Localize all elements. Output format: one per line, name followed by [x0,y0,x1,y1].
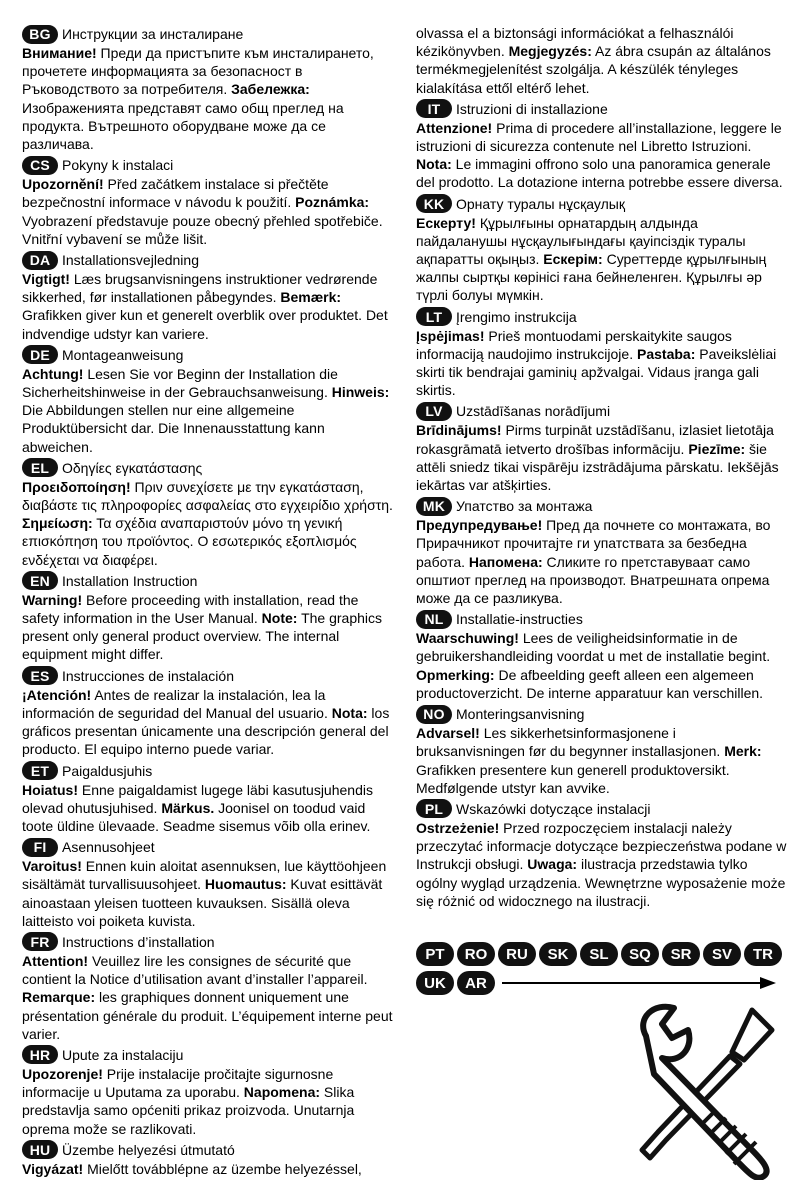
body-text: Mielőtt továbblépne az üzembe helyezéssel, [83,1160,362,1177]
body-text: olvassa el a biztonsági információkat a felhasználói kézikönyvben. [416,25,734,60]
section-kk [416,194,788,305]
label-bold: Ескерім: [543,251,603,268]
section-text [416,24,788,97]
section-heading [416,609,788,629]
label-bold: Megjegyzés: [508,43,592,60]
label-bold: Vigtigt! [22,271,70,288]
section-hr [22,1045,394,1138]
label-bold: Remarque: [22,989,96,1006]
body-text: Antes de realizar la instalación, lea la información de seguridad del Manual del usuario. [22,686,332,721]
section-title: Upute za instalaciju [62,1046,184,1063]
right-column [416,24,788,912]
body-text: Преди да пристъпите към инсталирането, прочетете информацията за безопасност в Ръководството за потребителя. [22,45,374,98]
section-title: Uzstādīšanas norādījumi [456,403,611,420]
body-text: šie attēli sniedz tikai vispārēju izstrādājuma pārskatu. Iekšējās iekārtas var atšķirties. [416,440,779,494]
body-text: ilustracja przedstawia tylko ogólny wygląd urządzenia. Wewnętrzne wyposażenie może się różnić od widocznego na ilustracji. [416,856,786,909]
language-badge: RO [457,942,495,966]
body-text: Prieš montuodami perskaitykite saugos informaciją naudojimo instrukcijoje. [416,327,732,362]
section-heading [416,401,788,421]
label-bold: Bemærk: [280,289,342,306]
body-text: Суреттерде құрылғының жалпы сыртқы көрінісі ғана бейнеленген. Құрылғы әр түрлі болуы мүмкін. [416,251,767,304]
body-text: Ennen kuin aloitat asennuksen, lue käyttöohjeen sisältämät turvallisuusohjeet. [22,858,387,893]
section-heading [22,345,394,365]
body-text: Изображенията представят само общ преглед на продукта. Вътрешното оборудване може да се различава. [22,99,344,153]
label-bold: Внимание! [22,45,97,61]
language-badge: SL [580,942,618,966]
body-text: Przed rozpoczęciem instalacji należy przeczytać informacje dotyczące bezpieczeństwa podane w Instrukcji obsługi. [416,819,787,873]
label-bold: Pastaba: [637,345,696,362]
section-text [22,952,394,1043]
language-badge: IT [416,99,452,118]
body-text: Prima di procedere all’installazione, leggere le istruzioni di sicurezza contenute nel Libretto Istruzioni. [416,119,782,155]
body-text: Lesen Sie vor Beginn der Installation die Sicherheitshinweise in der Gebrauchsanweisung. [22,365,338,401]
section-title: Installation Instruction [62,572,198,589]
wrench-screwdriver-icon [632,1000,792,1180]
label-bold: Poznámka: [295,194,370,211]
language-badge: MK [416,497,452,516]
section-title: Wskazówki dotyczące instalacji [456,800,651,817]
section-heading [416,99,788,119]
section-text [22,1160,394,1178]
section-hu [22,1140,394,1178]
label-bold: Ескерту! [416,214,476,231]
label-bold: Upozornění! [22,176,104,193]
label-bold: Merk: [724,743,762,760]
language-badge: PT [416,942,454,966]
section-text [22,365,394,456]
section-title: Instrucciones de instalación [62,667,234,684]
section-text [22,44,394,153]
language-badge: NO [416,705,452,724]
language-badge: DA [22,251,58,270]
section-it [416,99,788,192]
label-bold: Märkus. [161,799,215,816]
label-bold: Varoitus! [22,858,82,875]
body-text: Le immagini offrono solo una panoramica generale del prodotto. La dotazione interna potrebbe essere diversa. [416,156,783,191]
section-text [22,175,394,248]
section-text [416,119,788,192]
body-text: Veuillez lire les consignes de sécurité que contient la Notice d’utilisation avant d’installer l’appareil. [22,952,368,988]
language-badge: BG [22,25,58,44]
section-heading [22,458,394,478]
section-text [22,857,394,930]
label-bold: Attention! [22,952,89,969]
section-text [416,214,788,305]
language-badge: FI [22,838,58,857]
label-bold: Nota: [416,156,452,173]
body-text: De afbeelding geeft alleen een algemeen productoverzicht. De interne apparatuur kan verschillen. [416,666,764,701]
section-heading [22,155,394,175]
language-badge: ET [22,761,58,780]
language-badge: TR [744,942,782,966]
section-title: Орнату туралы нұсқаулық [456,195,625,212]
section-lt [416,307,788,400]
body-text: Paveikslėliai skirti tik bendrajai gaminių apžvalgai. Vidaus įranga gali skirtis. [416,345,777,399]
label-bold: Advarsel! [416,725,480,742]
section-de [22,345,394,456]
language-badge: SQ [621,942,659,966]
label-bold: Предупредување! [416,517,543,534]
section-heading [416,307,788,327]
section-title: Paigaldusjuhis [62,762,153,779]
body-text: The graphics present only general product overview. The internal equipment might differ. [22,610,383,663]
language-badge: CS [22,156,58,175]
section-title: Οδηγίες εγκατάστασης [62,459,203,476]
section-da [22,250,394,343]
label-bold: Įspėjimas! [416,327,485,344]
label-bold: Напомена: [468,553,543,570]
section-text [416,421,788,494]
section-fr [22,932,394,1043]
label-bold: Opmerking: [416,666,495,683]
section-title: Упатство за монтажа [456,498,593,515]
label-bold: Upozorenje! [22,1065,103,1082]
language-badge: KK [416,194,452,213]
section-text [416,819,788,910]
body-text: Az ábra csupán az általános termékmegjelenítést szolgálja. A készülék tényleges kialakítása ettől eltérő lehet. [416,43,771,96]
body-text: Πριν συνεχίσετε με την εγκατάσταση, διαβάστε τις πληροφορίες ασφαλείας στο εγχειρίδιο χρήστη. [22,478,393,514]
section-title: Istruzioni di installazione [456,100,608,117]
section-bg [22,24,394,153]
body-text: los gráficos presentan únicamente una descripción general del producto. El equipo interno puede variar. [22,704,390,758]
body-text: Grafikken presentere kun generell produktoversikt. Medfølgende utstyr kan avvike. [416,761,730,796]
language-badge: LV [416,402,452,421]
arrow-right-icon [498,975,778,991]
section-text [22,1065,394,1138]
section-title: Pokyny k instalaci [62,157,174,174]
language-badge: SV [703,942,741,966]
body-text: Kuvat esittävät ainoastaan yleisen tuotteen kuvauksen. Sisällä oleva laitteisto voi poiketa kuvista. [22,876,383,929]
section-text [22,270,394,343]
section-heading [22,1045,394,1065]
body-text: Before proceeding with installation, read the safety information in the User Manual. [22,591,359,627]
body-text: Slika predstavlja samo općeniti prikaz proizvoda. Unutarnja oprema može se razlikovati. [22,1084,355,1137]
label-bold: Hoiatus! [22,781,78,798]
section-heading [22,250,394,270]
section-heading [416,799,788,819]
section-title: Montageanweisung [62,346,184,363]
body-text: les graphiques donnent uniquement une présentation générale du produit. L’équipement interne peut varier. [22,989,393,1042]
section-heading [416,704,788,724]
section-text [22,591,394,664]
body-text: Lees de veiligheidsinformatie in de gebruikershandleiding voordat u met de installatie begint. [416,630,771,665]
label-bold: Забележка: [231,81,310,98]
section-heading [22,837,394,857]
language-badge: SK [539,942,577,966]
label-bold: Huomautus: [204,876,287,893]
section-heading [22,761,394,781]
section-heading [22,1140,394,1160]
section-text [22,781,394,836]
section-heading [22,571,394,591]
section-heading [22,24,394,44]
label-bold: Σημείωση: [22,515,93,532]
body-text: Enne paigaldamist lugege läbi kasutusjuhendis olevad ohutusjuhised. [22,781,373,816]
language-badge: FR [22,932,58,951]
body-text: Vyobrazení představuje pouze obecný přehled spotřebiče. Vnitřní vybavení se může lišit. [22,212,383,247]
body-text: Před začátkem instalace si přečtěte bezpečnostní informace v návodu k použití. [22,176,329,211]
language-badge: LT [416,307,452,326]
body-text: Læs brugsanvisningens instruktioner vedrørende sikkerhed, før installationen påbegyndes. [22,271,378,306]
label-bold: Vigyázat! [22,1160,84,1177]
label-bold: Achtung! [22,365,84,382]
label-bold: Hinweis: [331,384,390,401]
section-continued [416,24,788,97]
section-title: Üzembe helyezési útmutató [62,1141,235,1158]
language-badge: PL [416,799,452,818]
body-text: Les sikkerhetsinformasjonene i bruksanvisningen før du begynner installasjonen. [416,725,725,760]
body-text: Prije instalacije pročitajte sigurnosne informacije u Uputama za uporabu. [22,1065,334,1101]
section-pl [416,799,788,910]
label-bold: Napomena: [243,1084,321,1101]
body-text: Grafikken giver kun et generelt overblik over produktet. Det indvendige udstyr kan variere. [22,307,388,342]
label-bold: Προειδοποίηση! [22,478,131,495]
label-bold: Brīdinājums! [416,422,502,439]
body-text: Pirms turpināt uzstādīšanu, izlasiet lietotāja rokasgrāmatā ietverto drošības informāciju. [416,422,774,457]
section-es [22,666,394,759]
language-badge: AR [457,971,495,995]
language-badge: ES [22,666,58,685]
body-text: Τα σχέδια αναπαριστούν μόνο τη γενική επισκόπηση του προϊόντος. Ο εσωτερικός εξοπλισμός ενδέχεται να διαφέρει. [22,515,357,568]
section-no [416,704,788,797]
label-bold: Nota: [331,704,368,721]
language-badge: HR [22,1045,58,1064]
other-languages-row-2 [416,971,778,995]
section-title: Įrengimo instrukcija [456,308,577,325]
section-text [22,686,394,759]
label-bold: Uwaga: [527,856,578,873]
body-text: Пред да почнете со монтажата, во Прирачникот прочитајте ги упатствата за безбедна работа. [416,517,771,570]
section-heading [416,194,788,214]
section-nl [416,609,788,702]
section-title: Monteringsanvisning [456,706,585,723]
section-text [22,478,394,569]
section-title: Asennusohjeet [62,839,155,856]
language-badge: RU [498,942,536,966]
label-bold: Ostrzeżenie! [416,819,500,836]
section-title: Инструкции за инсталиране [62,26,244,42]
section-heading [22,666,394,686]
language-badge: EN [22,571,58,590]
body-text: Сликите го претставуваат само општиот преглед на производот. Внатрешната опрема може да се разликува. [416,553,770,607]
label-bold: ¡Atención! [22,686,92,703]
language-badge: DE [22,345,58,364]
section-fi [22,837,394,930]
language-badge: SR [662,942,700,966]
section-heading [22,932,394,952]
other-languages-row-1 [416,942,782,966]
body-text: Joonisel on toodud vaid toote üldine ülevaade. Seadme sisemus võib olla erinev. [22,799,371,834]
section-cs [22,155,394,248]
section-heading [416,496,788,516]
section-el [22,458,394,569]
section-title: Installatie-instructies [456,611,583,628]
left-column [22,24,394,1180]
label-bold: Piezīme: [688,440,746,457]
label-bold: Waarschuwing! [416,630,519,647]
section-title: Instructions d’installation [62,933,215,950]
section-en [22,571,394,664]
section-title: Installationsvejledning [62,252,199,269]
section-text [416,327,788,400]
body-text: Құрылғыны орнатардың алдында пайдаланушы нұсқаулығындағы қауіпсіздік туралы ақпаратты оқыңыз. [416,214,746,268]
section-text [416,516,788,607]
section-et [22,761,394,836]
language-badge: NL [416,610,452,629]
label-bold: Note: [261,610,298,627]
section-text [416,724,788,797]
section-mk [416,496,788,607]
section-text [416,629,788,702]
language-badge: HU [22,1140,58,1159]
label-bold: Attenzione! [416,119,493,136]
body-text: Die Abbildungen stellen nur eine allgemeine Produktübersicht dar. Die Innenausstattung kann abweichen. [22,402,325,455]
section-lv [416,401,788,494]
language-badge: UK [416,971,454,995]
language-badge: EL [22,458,58,477]
label-bold: Warning! [22,591,83,608]
